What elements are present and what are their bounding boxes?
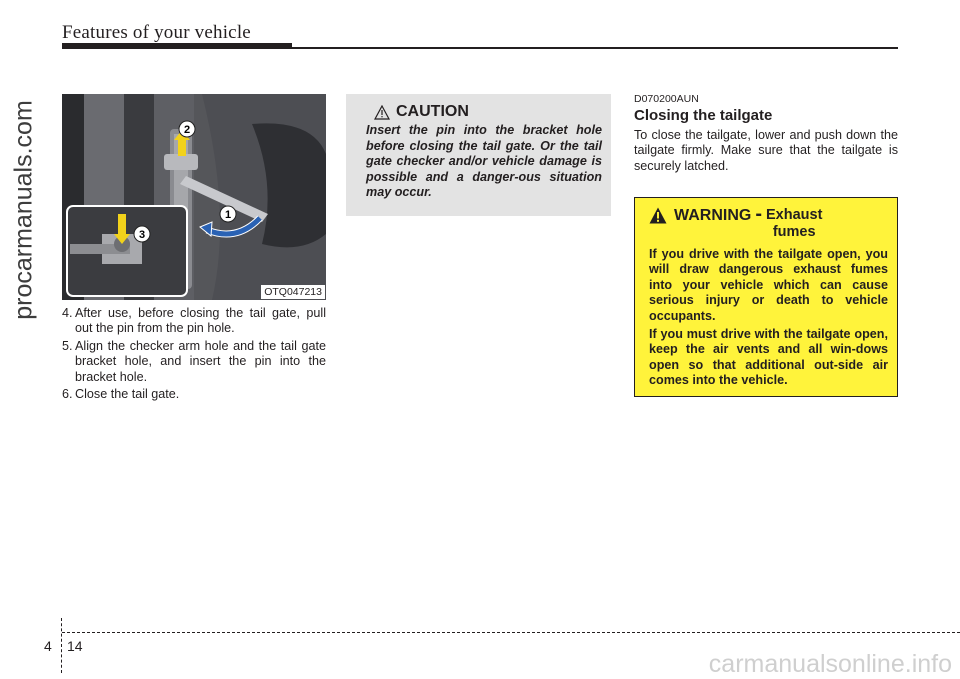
side-watermark-text: procarmanuals.com xyxy=(9,100,38,320)
tailgate-checker-illustration xyxy=(62,94,326,300)
step-item xyxy=(62,387,326,402)
footer-page-number: 14 xyxy=(67,638,83,654)
section-title: Closing the tailgate xyxy=(634,107,773,124)
warning-box xyxy=(634,197,898,397)
tailgate-checker-drawing xyxy=(62,94,326,300)
caution-title: CAUTION xyxy=(396,103,469,120)
step-number: 5. xyxy=(62,338,73,353)
callout-2: 2 xyxy=(183,124,191,136)
footer-chapter-number: 4 xyxy=(44,638,52,654)
instruction-steps xyxy=(62,306,326,404)
warning-paragraph: If you must drive with the tailgate open, keep the air vents and all win-dows open so that additional out-side air comes into the vehicle. xyxy=(649,327,888,388)
step-text: Align the checker arm hole and the tail gate bracket hole, and insert the pin into the bracket hole. xyxy=(75,338,326,384)
step-number: 4. xyxy=(62,306,73,320)
footer-vertical-rule xyxy=(61,618,62,673)
warning-triangle-icon xyxy=(649,207,667,224)
warning-separator: - xyxy=(755,203,762,225)
warning-title-line xyxy=(674,203,823,241)
step-text: After use, before closing the tail gate, pull out the pin from the pin hole. xyxy=(75,306,326,336)
warning-title: WARNING xyxy=(674,207,752,224)
header-rule-thick xyxy=(62,43,292,49)
warning-subject-line2: fumes xyxy=(772,224,816,240)
warning-subject xyxy=(766,207,822,241)
figure-code: OTQ047213 xyxy=(261,285,325,299)
callout-1: 1 xyxy=(224,209,232,221)
bottom-watermark: carmanualsonline.info xyxy=(708,650,952,678)
step-text: Close the tail gate. xyxy=(75,387,180,402)
footer-horizontal-rule xyxy=(62,632,960,633)
caution-text: Insert the pin into the bracket hole before closing the tail gate. Or the tail gate checker and/or vehicle damage is possible and a danger-ous situation may occur. xyxy=(366,123,602,199)
section-body: To close the tailgate, lower and push down the tailgate firmly. Make sure that the tailgate is securely latched. xyxy=(634,128,898,173)
step-item xyxy=(62,306,326,337)
warning-header xyxy=(649,203,888,241)
caution-header xyxy=(374,103,602,121)
step-number: 6. xyxy=(62,387,73,402)
warning-paragraph: If you drive with the tailgate open, you will draw dangerous exhaust fumes into your vehicle which can cause serious injury or death to vehicle occupants. xyxy=(649,247,888,323)
caution-box xyxy=(346,94,611,216)
callout-3: 3 xyxy=(138,229,146,241)
section-code: D070200AUN xyxy=(634,93,699,105)
step-item xyxy=(62,339,326,385)
caution-triangle-icon xyxy=(374,105,390,120)
warning-subject-line1: Exhaust xyxy=(766,207,823,223)
header-rule-thin xyxy=(292,47,898,49)
page-header-title: Features of your vehicle xyxy=(62,22,251,43)
